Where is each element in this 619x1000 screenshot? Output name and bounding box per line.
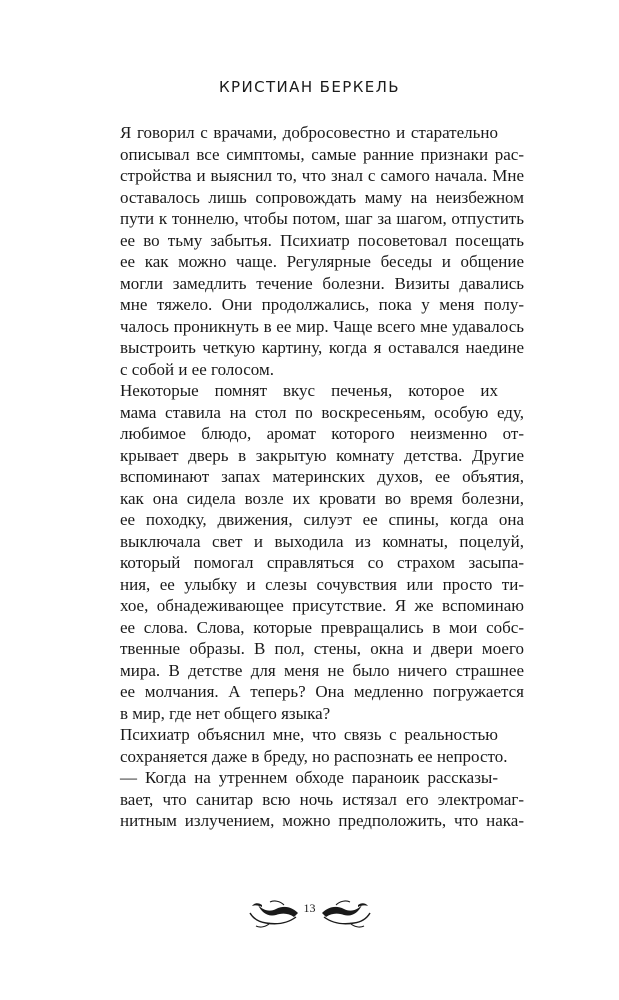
paragraph [94, 380, 524, 724]
running-header: КРИСТИАН БЕРКЕЛЬ [219, 78, 400, 96]
text-line: Психиатр объяснил мне, что связь с реальностью [120, 725, 498, 744]
text-line: ния, ее улыбку и слезы сочувствия или просто ти- [120, 574, 524, 594]
text-line: могли замедлить течение болезни. Визиты давались [120, 273, 524, 293]
page-footer [0, 893, 619, 933]
text-line: сохраняется даже в бреду, но распознать ее непросто. [120, 746, 508, 766]
text-line: который помогал справляться со страхом засыпа- [120, 553, 524, 572]
text-line: любимое блюдо, аромат которого неизменно от- [120, 424, 524, 443]
text-line: мне тяжело. Они продолжались, пока у меня полу- [120, 295, 524, 314]
paragraph [94, 122, 524, 380]
text-line: хое, обнадеживающее присутствие. Я же вспоминаю [120, 596, 524, 615]
text-line: ее походку, движения, силуэт ее спины, когда она [120, 510, 524, 529]
page-number: 13 [303, 901, 316, 915]
text-line: нитным излучением, можно предположить, что нака- [120, 811, 524, 830]
paragraph [94, 724, 524, 767]
text-line: ее слова. Слова, которые превращались в мои собс- [120, 617, 524, 637]
text-line: пути к тоннелю, чтобы потом, шаг за шагом, отпустить [120, 209, 524, 228]
body-text [94, 122, 524, 832]
text-line: вает, что санитар всю ночь истязал его электромаг- [120, 789, 524, 809]
text-line: в мир, где нет общего языка? [120, 703, 331, 723]
text-line: — Когда на утреннем обходе параноик рассказы- [120, 768, 498, 787]
text-line: как она сидела возле их кровати во время болезни, [120, 488, 524, 508]
text-line: вспоминают запах материнских духов, ее объятия, [120, 467, 524, 486]
text-line: оставалось лишь сопровождать маму на неизбежном [120, 187, 524, 207]
text-line: ее молчания. А теперь? Она медленно погружается [120, 682, 524, 701]
paragraph [94, 767, 524, 832]
text-line: с собой и ее голосом. [120, 359, 274, 379]
text-line: Я говорил с врачами, добросовестно и старательно [120, 123, 498, 142]
text-line: твенные образы. В пол, стены, окна и двери моего [120, 639, 524, 658]
text-line: мама ставила на стол по воскресеньям, особую еду, [120, 402, 524, 422]
text-line: ее во тьму забытья. Психиатр посоветовал посещать [120, 230, 524, 250]
text-line: ее как можно чаще. Регулярные беседы и общение [120, 252, 524, 271]
text-line: выстроить четкую картину, когда я оставался наедине [120, 338, 524, 357]
text-line: чалось проникнуть в ее мир. Чаще всего мне удавалось [120, 316, 524, 336]
text-line: мира. В детстве для меня не было ничего страшнее [120, 660, 524, 680]
text-line: стройства и выяснил то, что знал с самого начала. Мне [120, 166, 524, 185]
text-line: описывал все симптомы, самые ранние признаки рас- [120, 144, 524, 164]
text-line: выключала свет и выходила из комнаты, поцелуй, [120, 531, 524, 551]
text-line: крывает дверь в закрытую комнату детства. Другие [120, 445, 524, 465]
text-line: Некоторые помнят вкус печенья, которое их [120, 381, 498, 400]
